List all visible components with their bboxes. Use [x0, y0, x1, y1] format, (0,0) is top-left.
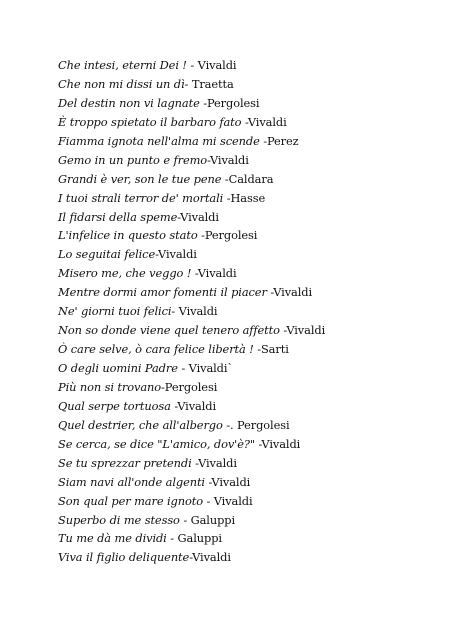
aria-entry	[58, 416, 325, 435]
aria-composer: - Galuppi	[183, 512, 236, 527]
aria-composer: -Vivaldi	[270, 285, 313, 300]
aria-composer: -Hasse	[226, 190, 266, 205]
aria-composer: -Vivaldi	[155, 247, 197, 262]
aria-title: Fiamma ignota nell'alma mi scende	[58, 133, 264, 148]
aria-entry	[58, 340, 325, 359]
aria-entry	[58, 378, 325, 397]
aria-entry	[58, 245, 325, 264]
aria-entry	[58, 302, 325, 321]
aria-title: Ne' giorni tuoi felici	[58, 304, 172, 319]
aria-title: Più non si trovano	[58, 379, 162, 394]
aria-title: O degli uomini Padre	[58, 361, 182, 375]
aria-entry	[58, 75, 325, 94]
aria-composer: - Vivaldi	[171, 304, 218, 319]
aria-entry	[58, 170, 325, 189]
aria-composer: -Perez	[263, 133, 299, 148]
aria-title: Ò care selve, ò cara felice libertà !	[58, 342, 258, 357]
aria-title: L'infelice in questo stato	[58, 228, 202, 243]
aria-title: Se tu sprezzar pretendi	[58, 455, 196, 470]
aria-title: Misero me, che veggo !	[58, 266, 195, 281]
aria-entry	[58, 189, 325, 208]
aria-composer: -Vivaldi	[207, 152, 249, 167]
aria-title: Mentre dormi amor fomenti il piacer	[58, 285, 271, 300]
aria-composer: -Vivaldi	[177, 209, 219, 224]
aria-composer: Traetta	[191, 76, 234, 91]
aria-title: Del destin non vi lagnate	[58, 95, 204, 110]
aria-composer: - Galuppi	[170, 531, 222, 546]
aria-title: Non so donde viene quel tenero affetto	[58, 323, 284, 338]
aria-title: I tuoi strali terror de' mortali	[58, 190, 227, 205]
aria-composer: - Vivaldi	[206, 493, 253, 508]
aria-entry	[58, 529, 325, 548]
aria-composer: -Caldara	[224, 171, 274, 186]
aria-composer: -Vivaldi	[189, 550, 231, 565]
aria-entry	[58, 473, 325, 492]
aria-title: Che non mi dissi un dì-	[58, 76, 192, 91]
aria-entry	[58, 359, 325, 378]
aria-entry	[58, 151, 325, 170]
aria-title: Son qual per mare ignoto	[58, 493, 207, 508]
aria-title: Gemo in un punto e fremo	[58, 152, 208, 167]
aria-composer: -Vivaldi	[208, 474, 251, 489]
aria-title: Quel destrier, che all'albergo	[58, 417, 227, 432]
aria-entry	[58, 435, 325, 454]
aria-title: Il fidarsi della speme	[58, 209, 178, 224]
aria-title: Siam navi all'onde algenti	[58, 474, 209, 489]
aria-composer: -Pergolesi	[203, 95, 260, 110]
aria-entry	[58, 226, 325, 245]
aria-composer: - Vivaldi	[190, 58, 237, 72]
aria-entry	[58, 94, 325, 113]
aria-entry	[58, 113, 325, 132]
aria-composer: -Vivaldi	[283, 323, 326, 338]
aria-entry	[58, 132, 325, 151]
aria-entry	[58, 492, 325, 511]
aria-title: Superbo di me stesso	[58, 512, 184, 527]
aria-entry	[58, 283, 325, 302]
aria-entry	[58, 56, 325, 75]
aria-entry	[58, 397, 325, 416]
aria-title: Viva il figlio deliquente	[58, 550, 190, 565]
aria-title: Grandi è ver, son le tue pene	[58, 171, 225, 186]
aria-title: Lo seguitai felice	[58, 247, 156, 262]
aria-composer: -. Pergolesi	[226, 417, 290, 432]
aria-composer: -Vivaldi	[244, 114, 287, 129]
aria-entry	[58, 208, 325, 227]
aria-composer: - Vivaldi`	[181, 361, 234, 375]
aria-composer: -Sarti	[257, 342, 289, 357]
aria-entry	[58, 321, 325, 340]
aria-composer: -Pergolesi	[161, 379, 218, 394]
aria-title: Se cerca, se dice "L'amico, dov'è?"	[58, 436, 259, 451]
aria-entry	[58, 511, 325, 530]
aria-title: Che intesi, eterni Dei !	[58, 58, 191, 72]
aria-list	[58, 56, 325, 567]
aria-title: Qual serpe tortuosa	[58, 398, 175, 413]
aria-entry	[58, 548, 325, 567]
aria-composer: -Vivaldi	[258, 436, 301, 451]
aria-composer: -Pergolesi	[201, 228, 258, 243]
aria-composer: -Vivaldi	[194, 266, 237, 281]
aria-title: Tu me dà me dividi	[58, 531, 171, 546]
aria-composer: -Vivaldi	[195, 455, 237, 470]
aria-title: È troppo spietato il barbaro fato	[58, 114, 245, 129]
aria-composer: -Vivaldi	[174, 398, 217, 413]
aria-entry	[58, 264, 325, 283]
aria-entry	[58, 454, 325, 473]
